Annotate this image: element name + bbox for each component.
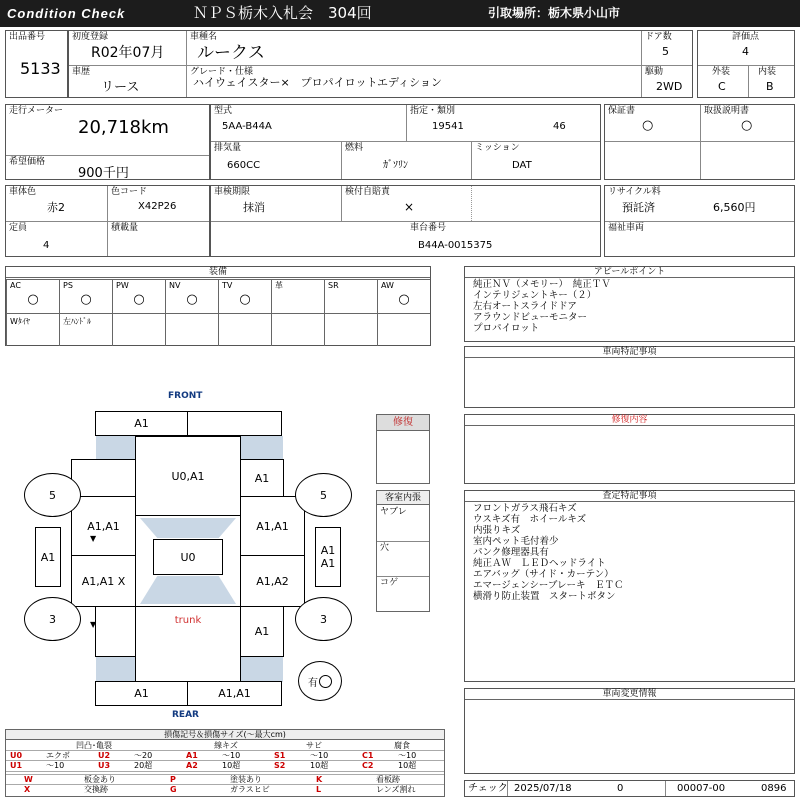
manual-value: ○ (741, 118, 753, 133)
equipment-cell-ac (6, 279, 59, 313)
legend-desc: 〜20 (134, 751, 153, 760)
equipment-label: PW (116, 281, 129, 290)
designation-value-1: 19541 (432, 121, 464, 132)
auction-name: ＮＰＳ栃木入札会 304回 (193, 4, 372, 22)
history-label: 車歴 (72, 67, 91, 77)
legend-desc: 交換跡 (84, 785, 108, 794)
spare-tire-icon (319, 675, 332, 688)
repair-content-title: 修復内容 (465, 415, 794, 426)
fender-right: A1 (240, 459, 284, 497)
equipment-cell-extra (112, 313, 165, 346)
transmission-label: ミッション (475, 143, 520, 153)
inspection-label: 車検期限 (214, 187, 251, 197)
score-value: 4 (742, 45, 749, 58)
inspection-notes-box (464, 490, 795, 682)
legend-category: サビ (306, 741, 322, 750)
displacement-value: 660CC (227, 160, 261, 171)
check-date: 2025/07/18 (514, 783, 572, 794)
equipment-value: ○ (80, 292, 92, 307)
repair-box (376, 414, 430, 484)
front-door-left: A1,A1 (71, 496, 136, 556)
appeal-title: アピールポイント (465, 267, 794, 278)
score-label: 評価点 (732, 32, 760, 42)
rear-door-right: A1,A2 (240, 555, 305, 607)
equipment-label: 左ﾊﾝﾄﾞﾙ (63, 317, 91, 326)
history-value: リース (101, 80, 140, 95)
insurance-label: 検付自賠責 (345, 187, 391, 197)
equipment-cell-sr (324, 279, 377, 313)
legend-desc: 10超 (310, 761, 329, 770)
tire-rear-right: 3 (295, 597, 352, 641)
legend-desc: 20超 (134, 761, 153, 770)
front-door-right: A1,A1 (240, 496, 305, 556)
equipment-label: TV (222, 281, 233, 290)
recycle-status: 預託済 (622, 201, 655, 214)
legend-code: S2 (274, 761, 286, 770)
legend-code: S1 (274, 751, 286, 760)
note-line: フロントガラス飛石キズ (473, 503, 577, 514)
equipment-cell-aw (377, 279, 430, 313)
legend-code: U1 (10, 761, 23, 770)
check-row (464, 780, 795, 797)
equipment-value: ○ (133, 292, 145, 307)
legend-code: G (170, 785, 177, 794)
rear-door-left: A1,A1 X (71, 555, 136, 607)
equipment-value: ○ (27, 292, 39, 307)
legend-desc: 〜10 (46, 761, 65, 770)
inspection-value: 抹消 (243, 201, 265, 214)
equipment-cell-extra (165, 313, 218, 346)
doors-label: ドア数 (645, 32, 672, 42)
roof: U0 (153, 539, 223, 575)
mirror-right: A1 A1 (315, 527, 341, 587)
recycle-amount: 6,560円 (713, 201, 756, 214)
mileage-value: 20,718km (78, 117, 169, 138)
appeal-lines (473, 279, 611, 334)
header-bar (0, 0, 800, 27)
rear-bumper-left: A1 (95, 681, 188, 706)
registration-box (210, 185, 601, 257)
equipment-label: 革 (275, 281, 283, 290)
capacity-label: 定員 (9, 223, 28, 233)
legend-desc: エクボ (46, 751, 70, 760)
spare-tire: 有 (298, 661, 342, 701)
cabin-box (376, 490, 430, 612)
inspection-notes-lines (473, 503, 624, 602)
legend-code: U0 (10, 751, 23, 760)
legend-category: 線キズ (214, 741, 238, 750)
tire-rear-left: 3 (24, 597, 81, 641)
legend-code: C1 (362, 751, 374, 760)
equipment-cell-extra (324, 313, 377, 346)
repair-content-box (464, 414, 795, 484)
legend-code: X (24, 785, 31, 794)
tire-front-right: 5 (295, 473, 352, 517)
score-box (697, 30, 795, 98)
legend-category: 凹凸･亀裂 (76, 741, 112, 750)
price-label: 希望価格 (9, 157, 46, 167)
special-notes-title: 車両特記事項 (465, 347, 794, 358)
equipment-label: NV (169, 281, 181, 290)
recycle-box (604, 185, 795, 257)
damage-mark-icon: ▼ (90, 620, 97, 629)
designation-label: 指定・類別 (410, 106, 456, 116)
legend-category: 腐食 (394, 741, 410, 750)
exterior-label: 外装 (712, 67, 731, 77)
check-label: チェック (468, 783, 508, 794)
equipment-value: ○ (186, 292, 198, 307)
drive-label: 駆動 (645, 67, 664, 77)
mileage-label: 走行メーター (9, 106, 64, 116)
equipment-cell-extra (377, 313, 430, 346)
damage-legend (5, 729, 445, 797)
check-id: 0896 (761, 783, 787, 794)
note-line: エマージェンシーブレーキ ＥＴＣ (473, 580, 624, 591)
note-line: 横滑り防止装置 スタートボタン (473, 591, 616, 602)
legend-title: 損傷記号＆損傷サイズ(〜最大cm) (6, 730, 444, 740)
equipment-value: ○ (398, 292, 410, 307)
warranty-label: 保証書 (608, 106, 636, 116)
damage-mark-icon: ▼ (90, 534, 97, 543)
equipment-cell-extra (6, 313, 59, 346)
equipment-cell-extra (218, 313, 271, 346)
legend-code: A1 (186, 751, 198, 760)
grade-label: グレード・仕様 (190, 67, 254, 77)
designation-value-2: 46 (553, 121, 566, 132)
note-line: 純正ＮＶ（メモリー） 純正ＴＶ (473, 279, 611, 290)
legend-code: U3 (98, 761, 111, 770)
legend-desc: レンズ割れ (376, 785, 416, 794)
legend-code: A2 (186, 761, 198, 770)
model-label: 型式 (214, 106, 233, 116)
hood: U0,A1 (135, 436, 241, 516)
price-value: 900千円 (78, 166, 129, 181)
note-line: ウスキズ有 ホイールキズ (473, 514, 587, 525)
manual-label: 取扱説明書 (704, 106, 750, 116)
body-color-label: 車体色 (9, 187, 37, 197)
trunk (135, 606, 241, 682)
equipment-label: AW (381, 281, 394, 290)
change-info-title: 車両変更情報 (465, 689, 794, 700)
equipment-cell-pw (112, 279, 165, 313)
legend-code: P (170, 775, 176, 784)
insurance-value: × (404, 200, 415, 214)
car-name-value: ルークス (197, 43, 265, 63)
transmission-value: DAT (512, 160, 532, 171)
form-title: Condition Check (7, 6, 126, 21)
color-box (5, 185, 210, 257)
fuel-label: 燃料 (345, 143, 364, 153)
equipment-cell-extra (271, 313, 324, 346)
special-notes-box (464, 346, 795, 408)
exterior-value: C (718, 80, 726, 93)
tire-front-left: 5 (24, 473, 81, 517)
color-code-value: X42P26 (138, 201, 177, 212)
note-line: 純正ＡＷ ＬＥＤヘッドライト (473, 558, 606, 569)
first-reg-value: R02年07月 (91, 45, 165, 61)
legend-desc: 板金あり (84, 775, 116, 784)
trunk-label: trunk (174, 614, 202, 626)
displacement-label: 排気量 (214, 143, 242, 153)
equipment-cell-革 (271, 279, 324, 313)
legend-code: K (316, 775, 323, 784)
appeal-box (464, 266, 795, 342)
car-name-label: 車種名 (190, 32, 218, 42)
lot-number: 5133 (20, 59, 61, 78)
rear-bumper-right: A1,A1 (187, 681, 282, 706)
mirror-left: A1 (35, 527, 61, 587)
note-line: アラウンドビューモニター (473, 312, 588, 323)
note-line: 室内ペット毛付着少 (473, 536, 559, 547)
legend-desc: 〜10 (310, 751, 329, 760)
vehicle-info-box (68, 30, 693, 98)
equipment-label: SR (328, 281, 339, 290)
pickup-location: 引取場所：栃木県小山市 (488, 6, 621, 20)
cabin-item-burn: コゲ (380, 578, 399, 588)
equipment-cell-nv (165, 279, 218, 313)
warranty-value: ○ (642, 118, 654, 133)
mileage-box (5, 104, 210, 180)
drive-value: 2WD (656, 80, 683, 93)
note-line: インテリジェントキー（２） (473, 290, 597, 301)
change-info-box (464, 688, 795, 774)
note-line: パンク修理器具有 (473, 547, 549, 558)
cabin-item-hole: 穴 (380, 543, 390, 553)
quarter-left (95, 606, 136, 657)
quarter-right: A1 (240, 606, 284, 657)
lot-number-box: 出品番号 5133 (5, 30, 68, 98)
equipment-cell-tv (218, 279, 271, 313)
legend-desc: ガラスヒビ (230, 785, 270, 794)
legend-desc: 看板跡 (376, 775, 400, 784)
interior-label: 内装 (758, 67, 777, 77)
legend-code: U2 (98, 751, 111, 760)
documents-box (604, 104, 795, 180)
equipment-cell-extra (59, 313, 112, 346)
note-line: エアバッグ（サイド・カーテン） (473, 569, 614, 580)
body-color-value: 赤2 (47, 201, 65, 214)
equipment-cell-ps (59, 279, 112, 313)
legend-code: L (316, 785, 322, 794)
cabin-label: 客室内張 (377, 491, 429, 505)
front-bumper-right (187, 411, 282, 436)
fuel-value: ｶﾞｿﾘﾝ (383, 160, 408, 171)
equipment-label: AC (10, 281, 21, 290)
rear-label: REAR (172, 710, 199, 720)
chassis-value: B44A-0015375 (418, 240, 493, 251)
note-line: プロパイロット (473, 323, 540, 334)
equipment-label: Wﾀｲﾔ (10, 317, 30, 326)
welfare-label: 福祉車両 (608, 223, 645, 233)
equipment-value: ○ (239, 292, 251, 307)
legend-code: C2 (362, 761, 374, 770)
front-bumper-left: A1 (95, 411, 188, 436)
capacity-value: 4 (43, 240, 50, 251)
repair-label: 修復 (377, 415, 429, 431)
inspection-notes-title: 査定特記事項 (465, 491, 794, 502)
equipment-box (5, 266, 431, 346)
equipment-title: 装備 (6, 267, 430, 278)
load-label: 積載量 (111, 223, 139, 233)
legend-desc: 〜10 (398, 751, 417, 760)
recycle-label: リサイクル料 (608, 187, 661, 197)
doors-value: 5 (662, 45, 669, 58)
first-reg-label: 初度登録 (72, 32, 109, 42)
grade-value: ハイウェイスター× プロパイロットエディション (193, 76, 442, 89)
legend-desc: 10超 (222, 761, 241, 770)
color-code-label: 色コード (111, 187, 148, 197)
check-code: 00007-00 (677, 783, 726, 794)
cabin-item-tear: ヤブレ (380, 507, 407, 517)
front-label: FRONT (168, 391, 203, 401)
legend-desc: 〜10 (222, 751, 241, 760)
equipment-label: PS (63, 281, 73, 290)
note-line: 左右オートスライドドア (473, 301, 577, 312)
check-num: 0 (617, 783, 624, 794)
spec-box (210, 104, 601, 180)
model-value: 5AA-B44A (222, 121, 272, 132)
legend-desc: 塗装あり (230, 775, 262, 784)
chassis-label: 車台番号 (410, 223, 447, 233)
interior-value: B (766, 80, 774, 93)
legend-code: W (24, 775, 33, 784)
legend-desc: 10超 (398, 761, 417, 770)
note-line: 内張りキズ (473, 525, 521, 536)
